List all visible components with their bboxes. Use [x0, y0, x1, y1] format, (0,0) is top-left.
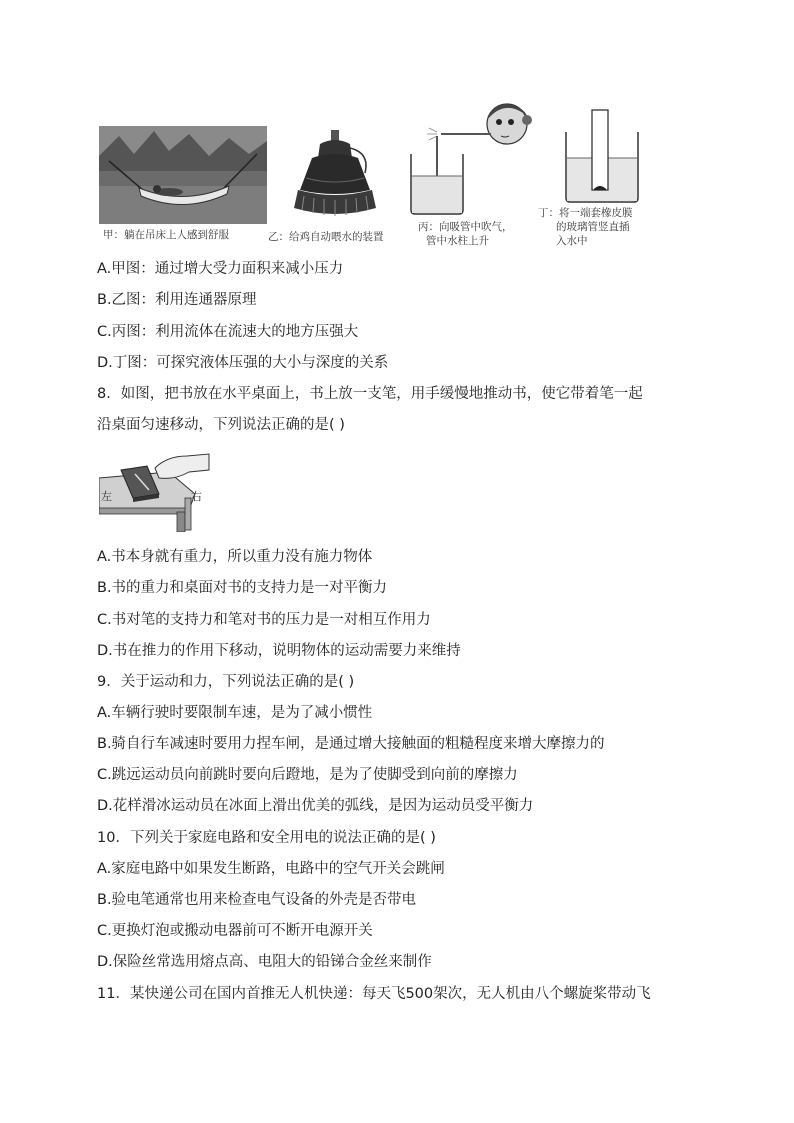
q7-option-a: A.甲图：通过增大受力面积来减小压力 — [97, 261, 344, 277]
glass-tube-caption-line3: 入水中 — [556, 235, 588, 247]
chicken-feeder-caption: 乙：给鸡自动喂水的装置 — [268, 231, 384, 243]
chicken-feeder-figure — [290, 128, 380, 223]
q10-stem: 10．下列关于家庭电路和安全用电的说法正确的是( ) — [97, 830, 436, 846]
hammock-caption: 甲：躺在吊床上人感到舒服 — [103, 229, 229, 241]
q8-stem-line2: 沿桌面匀速移动，下列说法正确的是( ) — [97, 417, 345, 433]
glass-tube-caption-line1: 丁：将一端套橡皮膜 — [538, 207, 633, 219]
book-right-label: 右 — [191, 490, 202, 503]
hammock-photo — [99, 126, 267, 224]
q7-option-b: B.乙图：利用连通器原理 — [97, 292, 257, 308]
q8-option-a: A.书本身就有重力，所以重力没有施力物体 — [97, 549, 373, 565]
q9-stem: 9．关于运动和力，下列说法正确的是( ) — [97, 674, 355, 690]
glass-tube-figure — [562, 108, 642, 203]
straw-caption-line1: 丙：向吸管中吹气， — [418, 221, 513, 233]
q10-option-d: D.保险丝常选用熔点高、电阻大的铅锑合金丝来制作 — [97, 954, 432, 970]
q8-stem-line1: 8．如图，把书放在水平桌面上，书上放一支笔，用手缓慢地推动书，使它带着笔一起 — [97, 386, 643, 402]
q9-option-a: A.车辆行驶时要限制车速，是为了减小惯性 — [97, 705, 373, 721]
straw-blowing-figure — [405, 98, 535, 216]
q9-option-c: C.跳远运动员向前跳时要向后蹬地，是为了使脚受到向前的摩擦力 — [97, 767, 518, 783]
q9-option-b: B.骑自行车减速时要用力捏车闸，是通过增大接触面的粗糙程度来增大摩擦力的 — [97, 736, 605, 752]
glass-tube-caption-line2: 的玻璃管竖直插 — [556, 221, 630, 233]
q7-option-d: D.丁图：可探究液体压强的大小与深度的关系 — [97, 355, 389, 371]
q8-option-d: D.书在推力的作用下移动，说明物体的运动需要力来维持 — [97, 643, 461, 659]
q8-option-c: C.书对笔的支持力和笔对书的压力是一对相互作用力 — [97, 612, 431, 628]
q9-option-d: D.花样滑冰运动员在冰面上滑出优美的弧线，是因为运动员受平衡力 — [97, 798, 534, 814]
q10-option-b: B.验电笔通常也用来检查电气设备的外壳是否带电 — [97, 892, 417, 908]
q8-option-b: B.书的重力和桌面对书的支持力是一对平衡力 — [97, 580, 388, 596]
q10-option-a: A.家庭电路中如果发生断路，电路中的空气开关会跳闸 — [97, 861, 445, 877]
straw-caption-line2: 管中水柱上升 — [426, 235, 489, 247]
q11-stem: 11．某快递公司在国内首推无人机快递：每天飞500架次，无人机由八个螺旋桨带动飞 — [97, 986, 651, 1002]
q7-option-c: C.丙图：利用流体在流速大的地方压强大 — [97, 324, 359, 340]
book-left-label: 左 — [101, 490, 112, 503]
q10-option-c: C.更换灯泡或搬动电器前可不断开电源开关 — [97, 923, 373, 939]
